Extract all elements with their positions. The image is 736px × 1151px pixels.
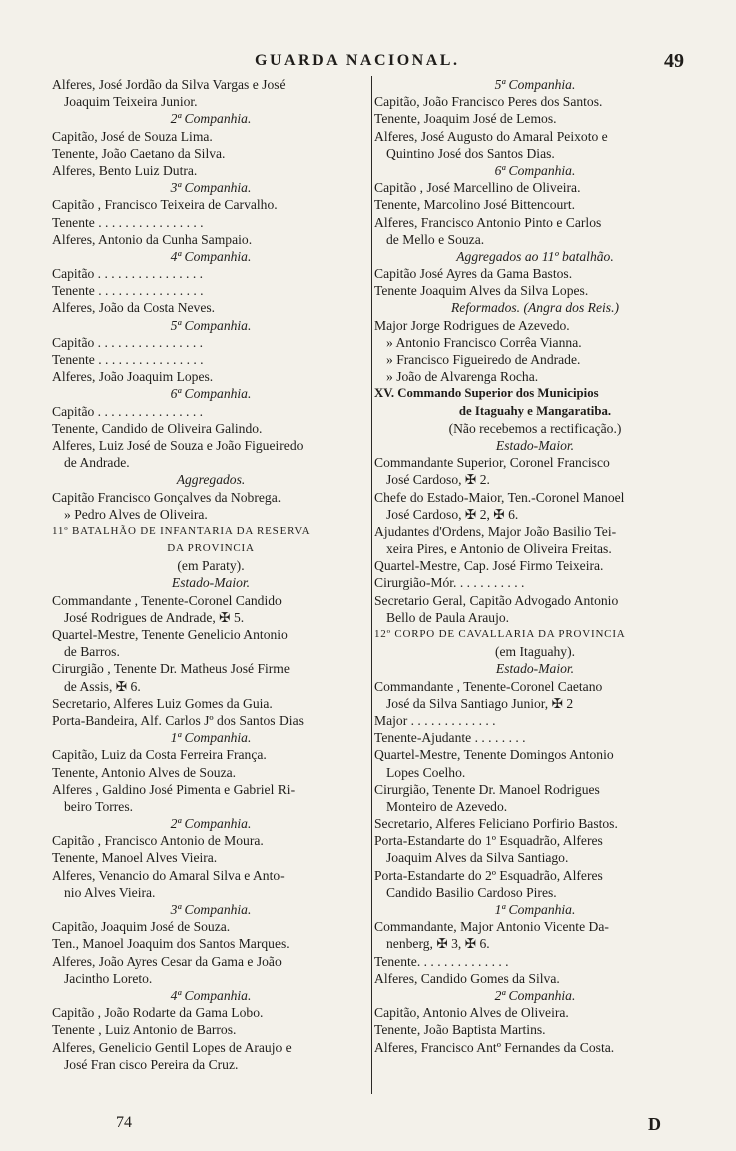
- text-line: Commandante , Tenente-Coronel Candido: [52, 592, 282, 608]
- text-line: » Francisco Figueiredo de Andrade.: [386, 352, 581, 367]
- column-divider: [371, 76, 372, 1094]
- text-line: 11º BATALHÃO DE INFANTARIA DA RESERVA: [52, 524, 311, 537]
- text-line: » João de Alvarenga Rocha.: [386, 369, 539, 385]
- text-line: Porta-Bandeira, Alf. Carlos Jº dos Santos Dias: [52, 712, 304, 728]
- text-line: Alferes , Galdino José Pimenta e Gabriel Ri-: [52, 781, 296, 797]
- text-line: Quartel-Mestre, Tenente Domingos Antonio: [374, 747, 614, 763]
- text-line: DA PROVINCIA: [167, 542, 255, 555]
- text-line: Tenente, Joaquim José de Lemos.: [374, 111, 557, 127]
- gathering-letter: D: [648, 1114, 661, 1134]
- text-line: 12º CORPO DE CAVALLARIA DA PROVINCIA: [374, 628, 626, 640]
- text-line: de Mello e Souza.: [386, 231, 485, 247]
- page-number: 49: [664, 50, 684, 72]
- text-line: Capitão . . . . . . . . . . . . . . . .: [52, 403, 204, 419]
- text-line: Commandante Superior, Coronel Francisco: [374, 455, 610, 471]
- text-line: Porta-Estandarte do 1º Esquadrão, Alferes: [374, 833, 603, 849]
- text-line: Quintino José dos Santos Dias.: [386, 145, 555, 161]
- text-line: (em Paraty).: [177, 558, 245, 574]
- text-line: beiro Torres.: [64, 798, 134, 814]
- text-line: (em Itaguahy).: [494, 644, 576, 660]
- text-line: de Assis, ✠ 6.: [64, 678, 141, 694]
- text-line: Secretario, Alferes Luiz Gomes da Guia.: [52, 695, 273, 711]
- text-line: Capitão, Antonio Alves de Oliveira.: [374, 1005, 569, 1021]
- text-line: Commandante, Major Antonio Vicente Da-: [374, 919, 609, 935]
- text-line: 5ª Companhia.: [170, 317, 252, 333]
- text-line: Capitão , Francisco Teixeira de Carvalho.: [52, 197, 278, 213]
- text-line: Joaquim Teixeira Junior.: [64, 94, 198, 110]
- text-line: Alferes, João da Costa Neves.: [52, 300, 216, 316]
- text-line: José Rodrigues de Andrade, ✠ 5.: [64, 609, 245, 625]
- text-line: Cirurgião, Tenente Dr. Manoel Rodrigues: [374, 781, 600, 797]
- text-line: Tenente-Ajudante . . . . . . . .: [374, 730, 526, 746]
- text-line: 1ª Companhia.: [170, 730, 252, 746]
- text-line: » Pedro Alves de Oliveira.: [64, 506, 208, 522]
- text-line: Alferes, João Joaquim Lopes.: [52, 369, 214, 385]
- text-line: Candido Basilio Cardoso Pires.: [386, 884, 557, 900]
- text-line: 3ª Companhia.: [170, 180, 252, 196]
- text-line: 4ª Companhia.: [170, 248, 252, 264]
- text-line: Tenente, João Baptista Martins.: [374, 1022, 546, 1038]
- text-line: Estado-Maior.: [495, 661, 575, 677]
- text-line: Tenente, Manoel Alves Vieira.: [52, 850, 218, 866]
- text-line: Tenente . . . . . . . . . . . . . . . .: [52, 283, 204, 299]
- text-line: Major . . . . . . . . . . . . .: [374, 712, 496, 728]
- text-line: Capitão , Francisco Antonio de Moura.: [52, 833, 264, 849]
- text-line: Alferes, Luiz José de Souza e João Figueiredo: [52, 437, 304, 453]
- text-line: Jacintho Loreto.: [64, 970, 153, 986]
- text-line: Secretario Geral, Capitão Advogado Antonio: [374, 592, 619, 608]
- text-line: 4ª Companhia.: [170, 987, 252, 1003]
- page-header: [0, 52, 736, 76]
- text-line: 5ª Companhia.: [494, 77, 576, 92]
- text-line: Alferes, Francisco Antonio Pinto e Carlos: [374, 214, 602, 230]
- text-line: Reformados. (Angra dos Reis.): [450, 300, 620, 316]
- text-line: nenberg, ✠ 3, ✠ 6.: [386, 936, 490, 952]
- text-line: Tenente . . . . . . . . . . . . . . . .: [52, 214, 204, 230]
- running-title: GUARDA NACIONAL.: [255, 52, 460, 69]
- text-line: Commandante , Tenente-Coronel Caetano: [374, 678, 603, 694]
- text-line: Quartel-Mestre, Tenente Genelicio Antonio: [52, 627, 288, 642]
- text-line: XV. Commando Superior dos Municipios: [374, 386, 599, 401]
- text-line: José Cardoso, ✠ 2, ✠ 6.: [386, 506, 519, 522]
- text-line: Alferes, Venancio do Amaral Silva e Anto-: [52, 867, 285, 883]
- text-line: Lopes Coelho.: [386, 764, 466, 780]
- text-line: de Barros.: [64, 644, 120, 660]
- text-line: Secretario, Alferes Feliciano Porfirio Bastos.: [374, 816, 618, 832]
- text-line: de Itaguahy e Mangaratiba.: [458, 403, 612, 418]
- text-line: 6ª Companhia.: [494, 162, 576, 178]
- text-line: Capitão , José Marcellino de Oliveira.: [374, 180, 581, 196]
- text-line: Estado-Maior.: [171, 575, 251, 591]
- text-line: Alferes, João Ayres Cesar da Gama e João: [52, 953, 282, 969]
- text-line: Estado-Maior.: [495, 437, 575, 453]
- text-line: xeira Pires, e Antonio de Oliveira Freitas.: [386, 541, 612, 557]
- text-line: Chefe do Estado-Maior, Ten.-Coronel Manoel: [374, 489, 625, 505]
- text-line: Alferes, Bento Luiz Dutra.: [52, 162, 198, 178]
- text-line: de Andrade.: [64, 455, 130, 471]
- text-line: (Não recebemos a rectificação.): [448, 420, 622, 436]
- text-line: Alferes, Francisco Antº Fernandes da Costa.: [374, 1039, 615, 1055]
- text-line: Ten., Manoel Joaquim dos Santos Marques.: [52, 936, 290, 952]
- text-line: Tenente, Antonio Alves de Souza.: [52, 764, 237, 780]
- text-line: Alferes, Genelicio Gentil Lopes de Araujo e: [52, 1039, 292, 1055]
- text-line: 1ª Companhia.: [494, 902, 576, 917]
- text-line: Capitão , João Rodarte da Gama Lobo.: [52, 1005, 264, 1021]
- text-line: Capitão José Ayres da Gama Bastos.: [374, 266, 573, 282]
- text-line: 3ª Companhia.: [170, 902, 252, 917]
- text-line: Tenente, Marcolino José Bittencourt.: [374, 197, 576, 213]
- text-line: Monteiro de Azevedo.: [386, 798, 508, 814]
- text-line: José da Silva Santiago Junior, ✠ 2: [386, 695, 574, 711]
- text-line: Aggregados.: [176, 472, 246, 488]
- text-line: » Antonio Francisco Corrêa Vianna.: [386, 334, 582, 350]
- text-line: Capitão, João Francisco Peres dos Santos.: [374, 94, 603, 110]
- text-line: Capitão . . . . . . . . . . . . . . . .: [52, 334, 204, 350]
- text-line: Alferes, José Augusto do Amaral Peixoto e: [374, 128, 608, 144]
- text-line: Tenente Joaquim Alves da Silva Lopes.: [374, 283, 589, 299]
- text-line: 6ª Companhia.: [170, 386, 252, 402]
- text-line: Alferes, Candido Gomes da Silva.: [374, 970, 560, 986]
- text-line: Capitão . . . . . . . . . . . . . . . .: [52, 266, 204, 282]
- text-line: Quartel-Mestre, Cap. José Firmo Teixeira.: [374, 558, 604, 574]
- text-line: José Cardoso, ✠ 2.: [386, 472, 490, 488]
- right-column: [374, 76, 696, 1056]
- text-line: Joaquim Alves da Silva Santiago.: [386, 850, 569, 866]
- text-line: Tenente, João Caetano da Silva.: [52, 145, 226, 161]
- text-line: Tenente . . . . . . . . . . . . . . . .: [52, 352, 204, 367]
- text-line: Bello de Paula Araujo.: [386, 609, 510, 625]
- text-line: Capitão, José de Souza Lima.: [52, 128, 213, 144]
- signature-mark: 74: [116, 1114, 132, 1131]
- text-line: Capitão Francisco Gonçalves da Nobrega.: [52, 489, 282, 505]
- text-line: Alferes, Antonio da Cunha Sampaio.: [52, 231, 253, 247]
- text-line: Aggregados ao 11º batalhão.: [456, 248, 614, 264]
- text-line: 2ª Companhia.: [170, 816, 252, 832]
- left-column: [52, 76, 370, 1073]
- text-line: Ajudantes d'Ordens, Major João Basilio Tei-: [374, 523, 617, 539]
- text-line: Porta-Estandarte do 2º Esquadrão, Alferes: [374, 867, 603, 883]
- text-line: Capitão, Luiz da Costa Ferreira França.: [52, 747, 267, 763]
- text-line: 2ª Companhia.: [494, 987, 576, 1003]
- text-line: nio Alves Vieira.: [64, 884, 156, 900]
- text-line: Cirurgião-Mór. . . . . . . . . . .: [374, 575, 525, 591]
- text-line: Tenente , Luiz Antonio de Barros.: [52, 1022, 237, 1038]
- text-line: José Fran cisco Pereira da Cruz.: [64, 1056, 239, 1072]
- text-line: 2ª Companhia.: [170, 111, 252, 127]
- text-line: Major Jorge Rodrigues de Azevedo.: [374, 317, 570, 333]
- text-line: Tenente. . . . . . . . . . . . . .: [374, 953, 509, 969]
- text-line: Alferes, José Jordão da Silva Vargas e José: [52, 77, 286, 92]
- text-line: Tenente, Candido de Oliveira Galindo.: [52, 420, 263, 436]
- text-line: Capitão, Joaquim José de Souza.: [52, 919, 231, 935]
- text-line: Cirurgião , Tenente Dr. Matheus José Firme: [52, 661, 290, 677]
